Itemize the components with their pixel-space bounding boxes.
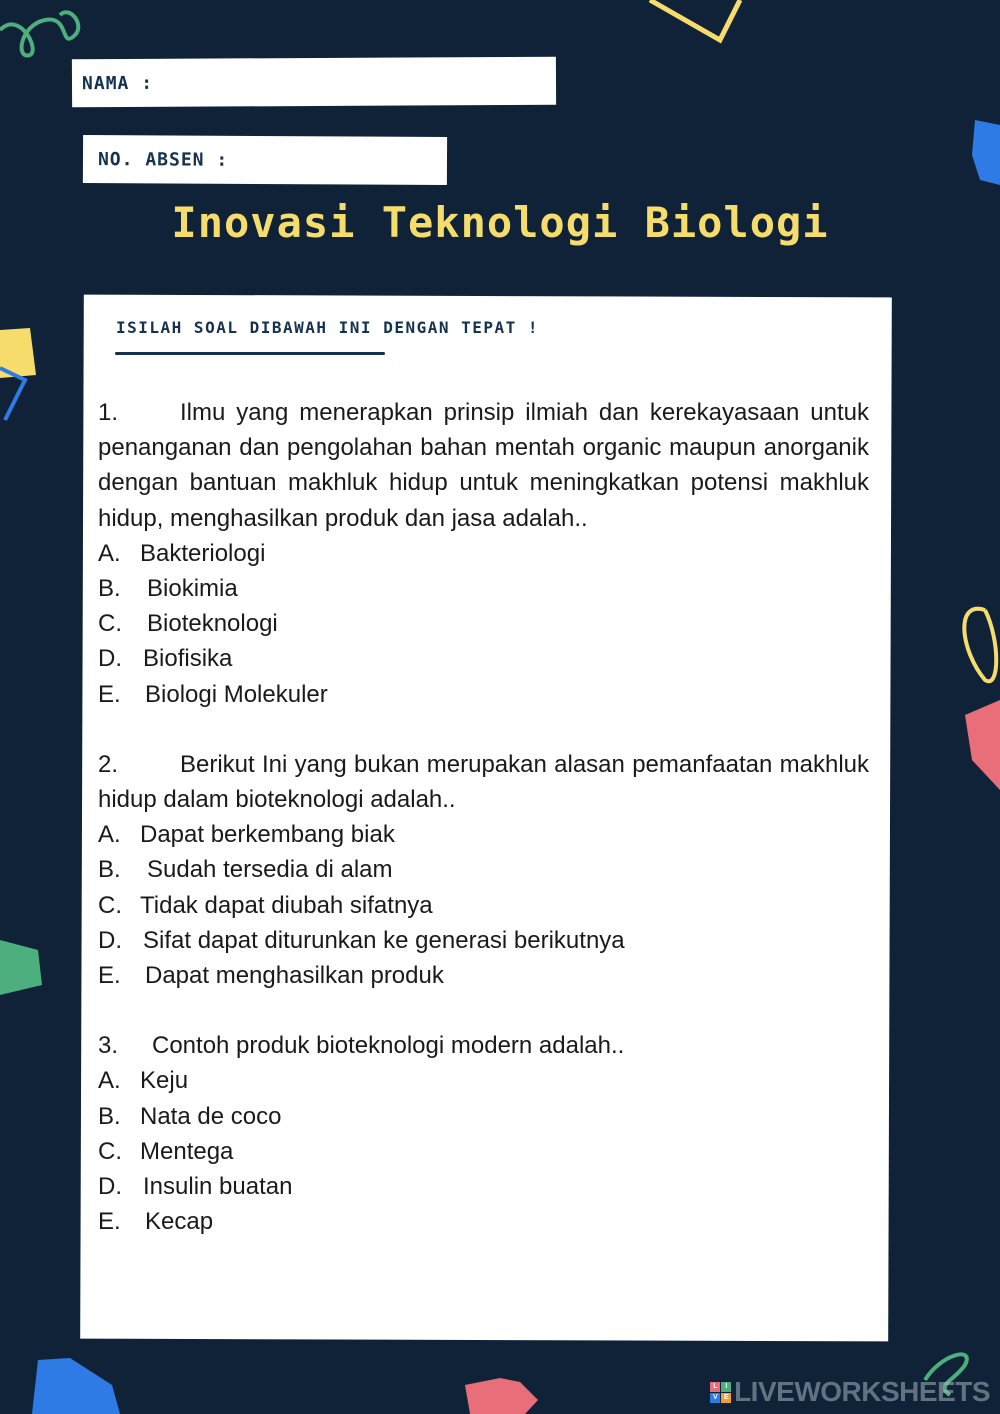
option-e[interactable]: E. Biologi Molekuler (98, 680, 328, 708)
question-2 (98, 747, 869, 993)
watermark-text: LIVEWORKSHEETS (734, 1376, 990, 1407)
blue-shape-right (972, 120, 1000, 185)
pink-shape-right (965, 700, 1000, 790)
option-e[interactable]: E. Kecap (98, 1208, 214, 1236)
option-a[interactable]: A. Dapat berkembang biak (98, 821, 395, 849)
question-number: 3. (98, 1032, 119, 1060)
option-d[interactable]: D. Biofisika (98, 645, 233, 673)
yellow-shape-top (650, 0, 740, 40)
green-squiggle-top-left (0, 12, 78, 55)
option-b[interactable]: B. Sudah tersedia di alam (98, 856, 393, 884)
option-c[interactable]: C. Bioteknologi (98, 610, 278, 638)
yellow-loop-right (964, 609, 996, 682)
question-text: 3. Contoh produk bioteknologi modern adalah.. (98, 1028, 869, 1063)
question-text: 2. Berikut Ini yang bukan merupakan alasan pemanfaatan makhluk hidup dalam bioteknologi adalah.. (98, 747, 869, 817)
absen-field[interactable] (83, 135, 447, 185)
option-c[interactable]: C. Tidak dapat diubah sifatnya (98, 891, 433, 919)
pink-shape-bottom (465, 1378, 538, 1414)
question-text: 1. Ilmu yang menerapkan prinsip ilmiah dan kerekayasaan untuk penanganan dan pengolahan bahan mentah organic maupun anorganik dengan bantuan makhluk hidup untuk meningkatkan potensi makhluk hidup, menghasilkan produk dan jasa adalah.. (98, 395, 869, 536)
green-shape-left (0, 940, 42, 995)
question-3 (98, 1028, 869, 1239)
liveworksheets-logo-icon: L I V E (710, 1382, 731, 1403)
option-c[interactable]: C. Mentega (98, 1137, 234, 1165)
questions-list (98, 395, 869, 1239)
option-e[interactable]: E. Dapat menghasilkan produk (98, 962, 444, 990)
option-a[interactable]: A. Bakteriologi (98, 539, 266, 567)
liveworksheets-watermark (710, 1376, 990, 1408)
option-d[interactable]: D. Insulin buatan (98, 1173, 293, 1201)
option-d[interactable]: D. Sifat dapat diturunkan ke generasi berikutnya (98, 926, 625, 954)
question-1 (98, 395, 869, 712)
absen-label: NO. ABSEN : (97, 148, 229, 171)
option-b[interactable]: B. Nata de coco (98, 1102, 282, 1130)
option-list (98, 1063, 869, 1239)
option-list (98, 536, 869, 712)
page-title: Inovasi Teknologi Biologi (171, 198, 829, 247)
instruction-underline (115, 352, 385, 355)
name-field[interactable] (72, 57, 556, 108)
instruction-text: ISILAH SOAL DIBAWAH INI DENGAN TEPAT ! (116, 318, 540, 337)
option-b[interactable]: B. Biokimia (98, 575, 238, 603)
option-a[interactable]: A. Keju (98, 1067, 189, 1095)
question-number: 1. (98, 399, 119, 426)
option-list (98, 817, 869, 993)
question-number: 2. (98, 750, 119, 778)
blue-shape-bottom-left (32, 1358, 120, 1414)
name-label: NAMA : (81, 72, 154, 94)
